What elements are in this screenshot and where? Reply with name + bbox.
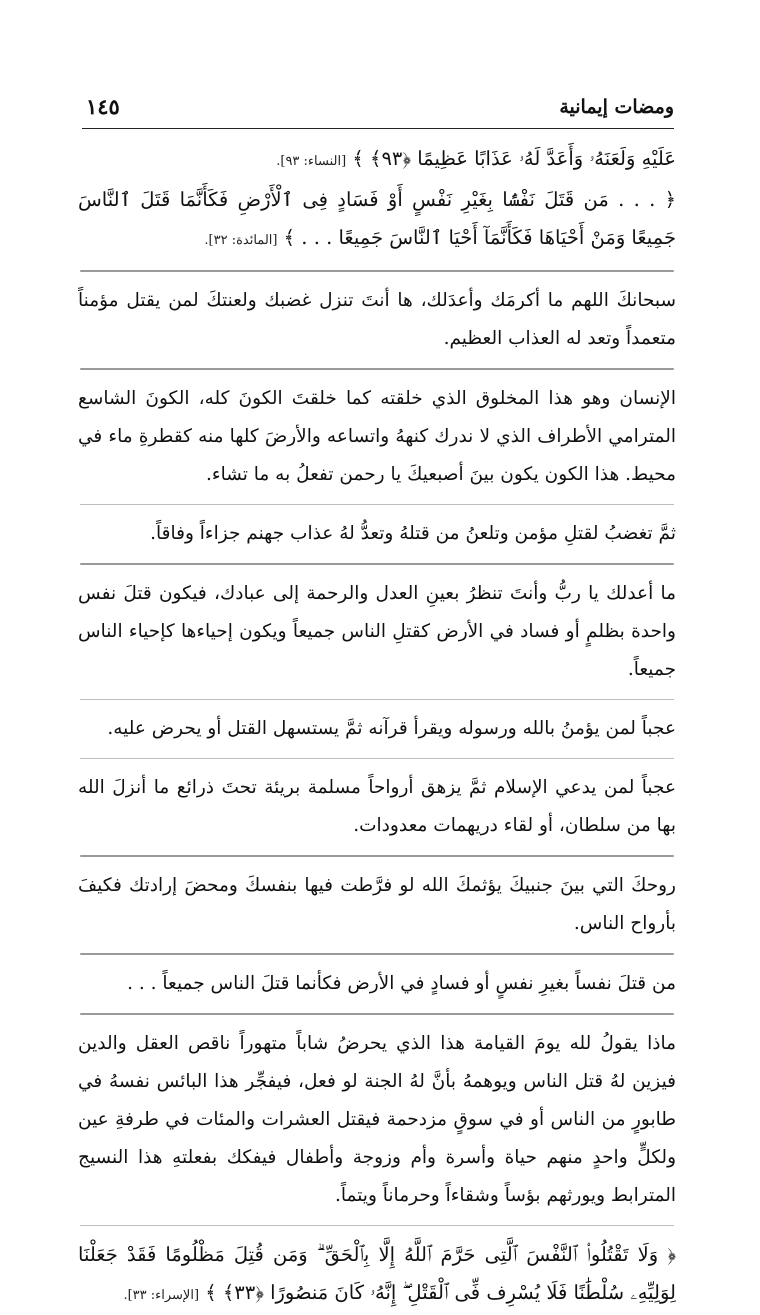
page-body [78, 140, 676, 1315]
page-header [82, 94, 674, 129]
paragraph: سبحانكَ اللهم ما أكرمَك وأعدَلك، ها أنتَ تنزل غضبك ولعنتكَ لمن يقتل مؤمناً متعمداً وتعد له العذاب العظيم. [78, 290, 676, 349]
paragraph: روحكَ التي بينَ جنبيكَ يؤثمكَ الله لو فرَّطت فيها بنفسكَ ومحضَ إرادتك فكيفَ بأرواح الناس. [78, 875, 676, 934]
paragraph-divider [80, 563, 674, 565]
paragraph-divider [80, 1013, 674, 1015]
paragraph-divider [80, 758, 674, 759]
paragraph: ثمَّ تغضبُ لقتلِ مؤمن وتلعنُ من قتلهُ وتعدُّ لهُ عذاب جهنم جزاءاً وفاقاً. [150, 523, 676, 544]
paragraph: عجباً لمن يؤمنُ بالله ورسوله ويقرأ قرآنه ثمَّ يستسهل القتل أو يحرض عليه. [107, 718, 676, 739]
paragraph: من قتلَ نفساً بغيرِ نفسٍ أو فسادٍ في الأرض فكأنما قتلَ الناس جميعاً . . . [127, 973, 676, 994]
verse-text: عَلَيْهِ وَلَعَنَهُۥ وَأَعَدَّ لَهُۥ عَذَابًا عَظِيمًا ﴿٩٣﴾ ﴾ [352, 147, 676, 170]
page-number: ١٤٥ [86, 94, 120, 119]
paragraph: ماذا يقولُ لله يومَ القيامة هذا الذي يحرضُ شاباً متهوراً ناقص العقل والدين فيزين لهُ قتل الناس ويوهمهُ بأنَّ لهُ الجنة لو فعل، فيفجِّر هذا البائس نفسهُ في طابورٍ من الناس أو في سوقٍ مزدحمة فيقتل العشرات والمئات في طرفةِ عين ولكلٍّ واحدٍ منهم حياة وأسرة وأم وزوجة وأطفال فيفكك بفعلتهِ هذا النسيج المترابط ويورثهم بؤساً وشقاءاً وحرماناً ويتماً. [78, 1033, 676, 1206]
paragraph-divider [80, 1225, 674, 1226]
paragraph: عجباً لمن يدعي الإسلام ثمَّ يزهق أرواحاً مسلمة بريئة تحتَ ذرائع ما أنزلَ الله بها من سلطان، أو لقاء دريهمات معدودات. [78, 777, 676, 836]
verse-reference: [المائدة: ٣٢]. [204, 233, 278, 248]
paragraph-divider [80, 855, 674, 857]
verse-reference: [النساء: ٩٣]. [276, 154, 347, 169]
quran-verse-isra-33 [78, 1236, 676, 1315]
running-title: ومضات إيمانية [559, 96, 674, 118]
paragraph-divider [80, 953, 674, 955]
verse-text: ﴿ . . . مَن قَتَلَ نَفْسًۢا بِغَيْرِ نَفْسٍ أَوْ فَسَادٍ فِى ٱلْأَرْضِ فَكَأَنَّمَا قَتَلَ ٱلنَّاسَ جَمِيعًا وَمَنْ أَحْيَاهَا فَكَأَنَّمَآ أَحْيَا ٱلنَّاسَ جَمِيعًا . . . ﴾ [78, 188, 676, 249]
quran-verse-maidah-32 [78, 181, 676, 260]
verse-text: ﴿ وَلَا تَقْتُلُوا۟ ٱلنَّفْسَ ٱلَّتِى حَرَّمَ ٱللَّهُ إِلَّا بِٱلْحَقِّ ۗ وَمَن قُتِلَ مَظْلُومًا فَقَدْ جَعَلْنَا لِوَلِيِّهِۦ سُلْطَٰنًا فَلَا يُسْرِف فِّى ٱلْقَتْلِ ۖ إِنَّهُۥ كَانَ مَنصُورًا ﴿٣٣﴾ ﴾ [78, 1243, 676, 1304]
paragraph-divider [80, 699, 674, 700]
paragraph: ما أعدلك يا ربُّ وأنتَ تنظرُ بعينِ العدل والرحمة إلى عبادك، فيكون قتلَ نفس واحدة بظلمٍ أو فساد في الأرض كقتلِ الناس جميعاً ويكون إحياءها كإحياء الناس جميعاً. [78, 583, 676, 680]
quran-verse-nisa-93 [78, 140, 676, 181]
paragraph-divider [80, 504, 674, 505]
verse-reference: [الإسراء: ٣٣]. [123, 1288, 200, 1303]
paragraph-divider [80, 270, 674, 272]
paragraph-divider [80, 368, 674, 370]
paragraph: الإنسان وهو هذا المخلوق الذي خلقته كما خلقتَ الكونَ كله، الكونَ الشاسع المترامي الأطراف الذي لا ندرك كنههُ واتساعه والأرضَ كلها منه كقطرةِ ماء في محيط. هذا الكون يكون بينَ أصبعيكَ يا رحمن تفعلُ به ما تشاء. [78, 388, 676, 485]
